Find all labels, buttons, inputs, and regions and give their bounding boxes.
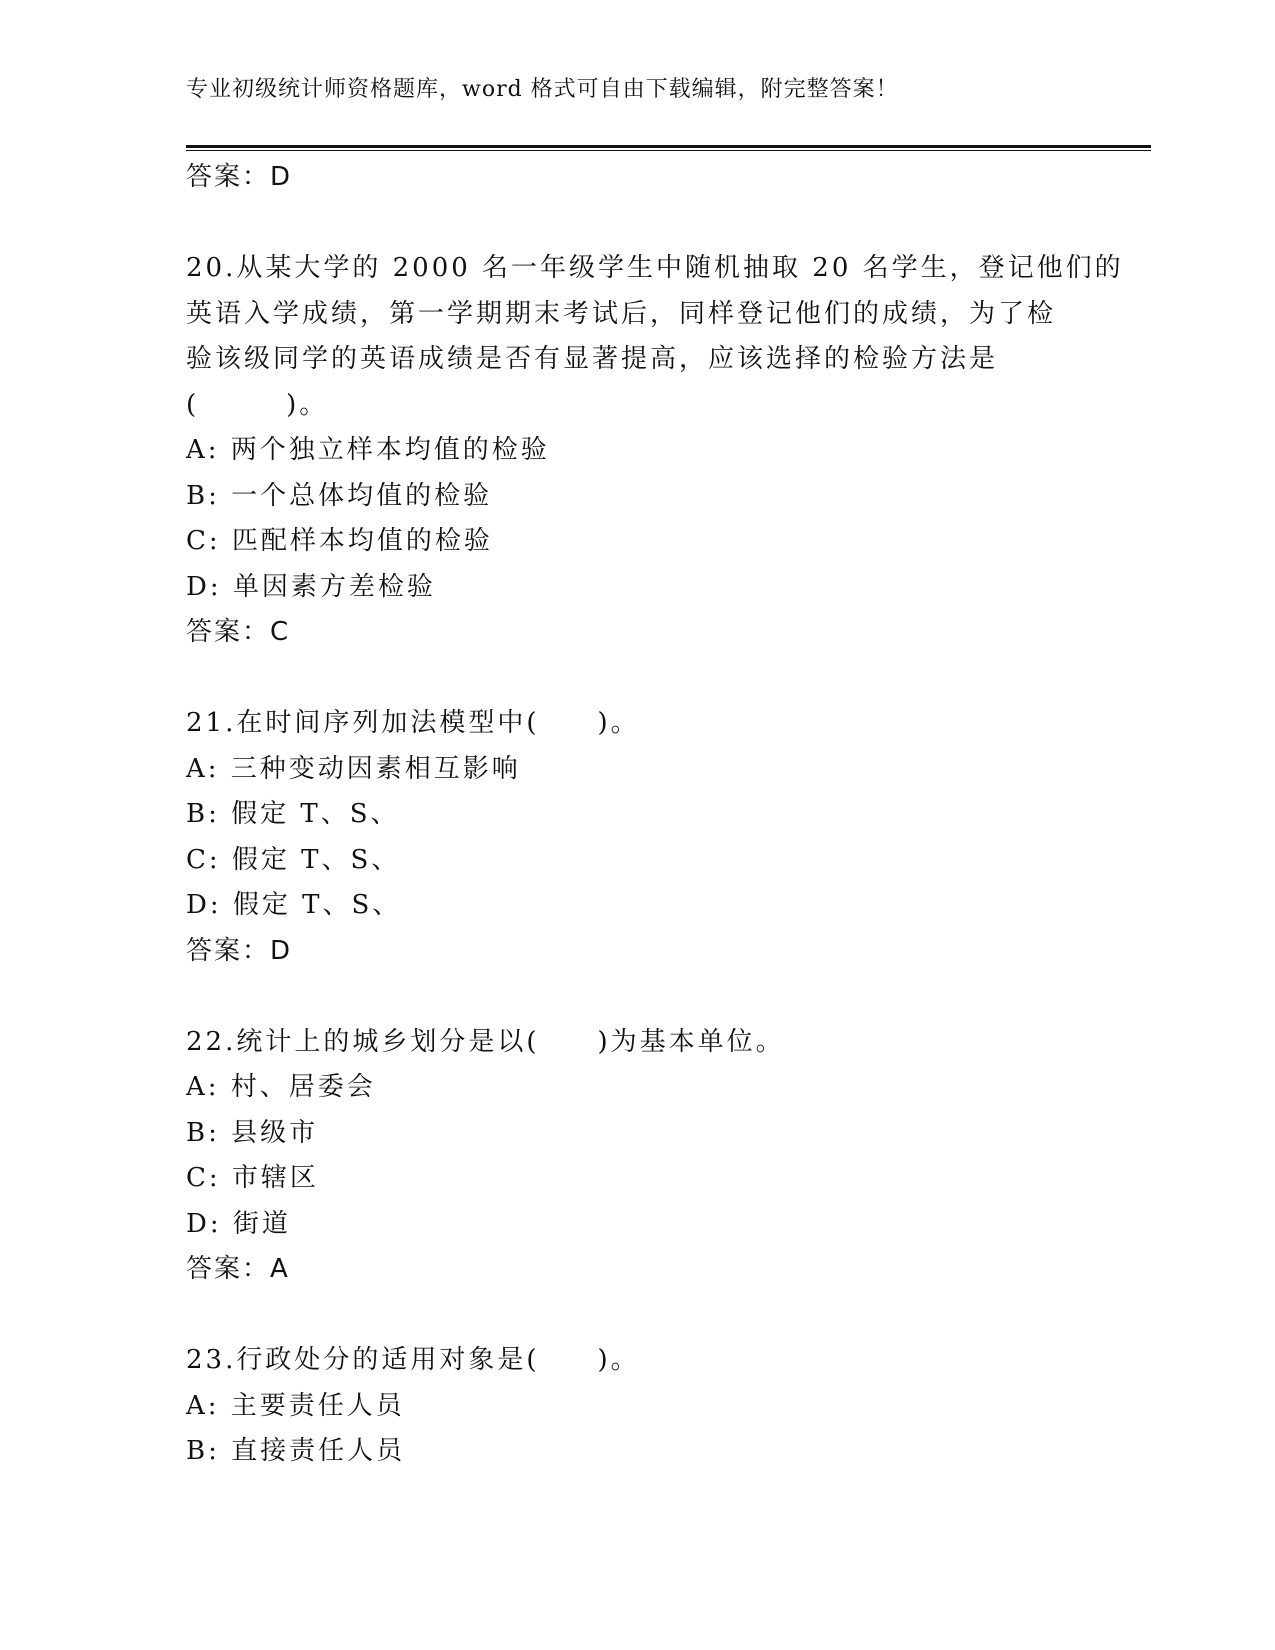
page-header: 专业初级统计师资格题库，word 格式可自由下载编辑，附完整答案！ — [186, 77, 899, 102]
question-stem-line: 验该级同学的英语成绩是否有显著提高，应该选择的检验方法是 — [186, 344, 999, 374]
spacer — [186, 656, 1086, 702]
option-b: B: 一个总体均值的检验 — [186, 480, 493, 511]
option-b: B: 直接责任人员 — [186, 1436, 406, 1466]
option-a: A: 两个独立样本均值的检验 — [186, 435, 550, 465]
spacer — [186, 201, 1086, 247]
question-stem-line: 22.统计上的城乡划分是以( )为基本单位。 — [186, 1026, 785, 1057]
option-a: A: 主要责任人员 — [186, 1390, 405, 1421]
option-b: B: 县级市 — [186, 1117, 319, 1148]
header-rule-thin — [186, 150, 1151, 151]
header-rule-thick — [186, 145, 1151, 148]
question-21 — [186, 701, 1086, 974]
header-rule — [186, 145, 1151, 152]
spacer — [186, 1293, 1086, 1339]
option-c: C: 假定 T、S、 — [186, 844, 401, 875]
previous-answer: 答案：D — [186, 162, 293, 192]
question-23 — [186, 1338, 1086, 1475]
answer: 答案：D — [186, 935, 293, 966]
option-a: A: 村、居委会 — [186, 1072, 376, 1102]
option-d: D: 假定 T、S、 — [186, 890, 402, 920]
question-stem-line: 英语入学成绩，第一学期期末考试后，同样登记他们的成绩，为了检 — [186, 298, 1057, 329]
question-20 — [186, 246, 1124, 656]
option-c: C: 匹配样本均值的检验 — [186, 526, 493, 556]
question-stem-line: ( )。 — [186, 389, 329, 420]
option-d: D: 街道 — [186, 1208, 291, 1239]
question-content — [186, 155, 1124, 1475]
option-a: A: 三种变动因素相互影响 — [186, 753, 521, 784]
question-stem-line: 21.在时间序列加法模型中( )。 — [186, 708, 640, 738]
option-d: D: 单因素方差检验 — [186, 571, 436, 602]
question-stem-line: 20.从某大学的 2000 名一年级学生中随机抽取 20 名学生，登记他们的 — [186, 253, 1124, 283]
spacer — [186, 974, 1086, 1020]
option-c: C: 市辖区 — [186, 1163, 319, 1193]
answer: 答案：C — [186, 617, 291, 647]
answer: 答案：A — [186, 1254, 290, 1284]
question-stem-line: 23.行政处分的适用对象是( )。 — [186, 1345, 640, 1375]
option-b: B: 假定 T、S、 — [186, 799, 400, 829]
question-22 — [186, 1020, 1086, 1293]
